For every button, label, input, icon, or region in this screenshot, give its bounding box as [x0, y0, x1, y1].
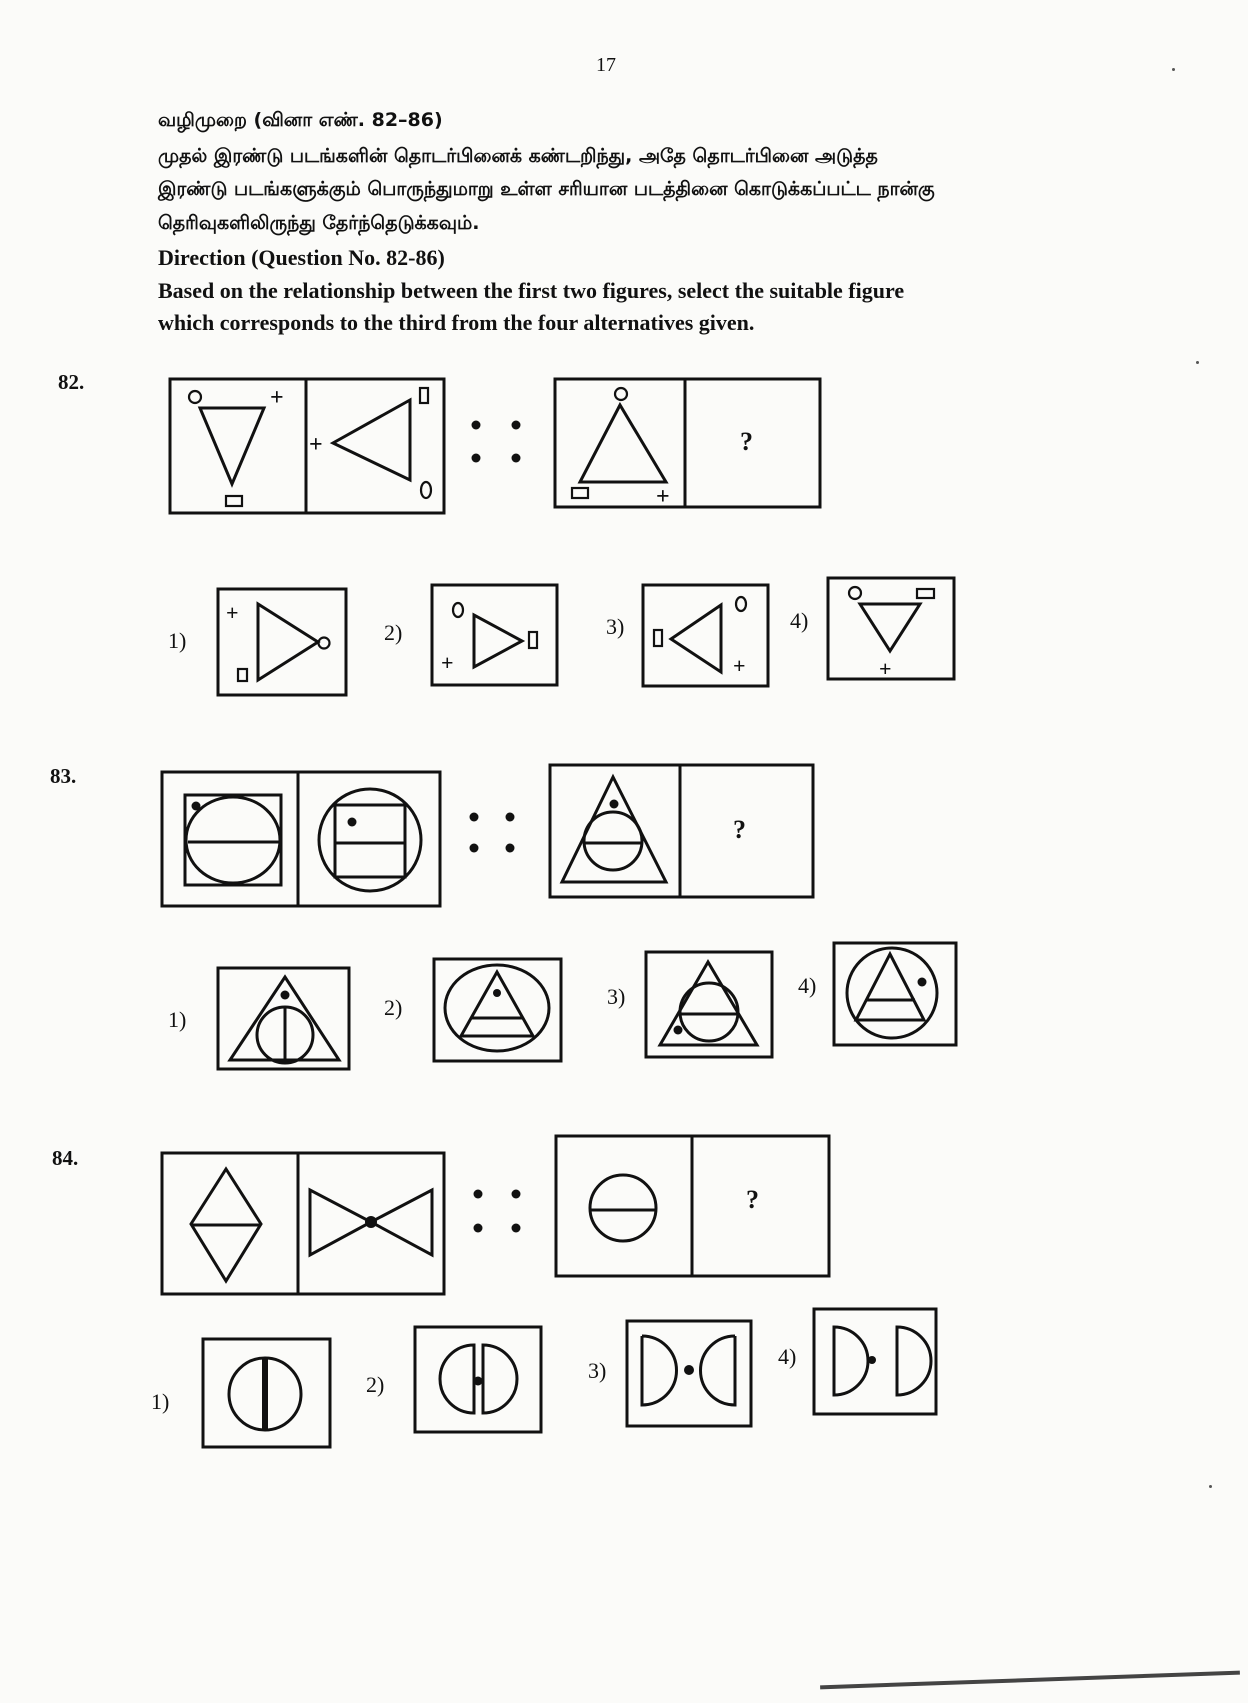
- q84-option-2-label[interactable]: 2): [366, 1372, 385, 1397]
- question-number-82: 82.: [58, 370, 85, 394]
- q83-option-1-label[interactable]: 1): [168, 1007, 187, 1032]
- q82-plus-marker: +: [270, 385, 284, 411]
- scan-speck: [1172, 68, 1175, 71]
- page-number: 17: [596, 54, 616, 76]
- q84-problem-box-3: [556, 1136, 692, 1276]
- q82-plus-marker: +: [656, 484, 670, 510]
- q82-option-1-label[interactable]: 1): [168, 628, 187, 653]
- q83-option-4-label[interactable]: 4): [798, 973, 817, 998]
- q84-option-1-label[interactable]: 1): [151, 1389, 170, 1414]
- english-direction-line-2: which corresponds to the third from the four alternatives given.: [158, 310, 755, 335]
- q84-option-4-label[interactable]: 4): [778, 1344, 797, 1369]
- q83-option-2-label[interactable]: 2): [384, 995, 403, 1020]
- tamil-direction-line-3: தெரிவுகளிலிருந்து தேர்ந்தெடுக்கவும்.: [158, 212, 480, 234]
- q82-plus-marker: +: [309, 432, 323, 458]
- q84-problem-box-4: [692, 1136, 829, 1276]
- svg-text:+: +: [879, 656, 892, 681]
- q83-option-3-label[interactable]: 3): [607, 984, 626, 1009]
- svg-text:+: +: [441, 650, 454, 675]
- tamil-direction-line-2: இரண்டு படங்களுக்கும் பொருந்துமாறு உள்ள சரியான படத்தினை கொடுக்கப்பட்ட நான்கு: [158, 178, 935, 200]
- tamil-direction-line-1: முதல் இரண்டு படங்களின் தொடர்பினைக் கண்டறிந்து, அதே தொடர்பினை அடுத்த: [158, 145, 878, 167]
- q82-option-2-label[interactable]: 2): [384, 620, 403, 645]
- english-direction-line-1: Based on the relationship between the first two figures, select the suitable figure: [158, 278, 905, 303]
- svg-text:+: +: [733, 653, 746, 678]
- svg-text:?: ?: [746, 1185, 759, 1214]
- q82-unknown: ?: [740, 427, 753, 456]
- svg-text:+: +: [226, 600, 239, 625]
- q82-option-3-label[interactable]: 3): [606, 614, 625, 639]
- q84-option-3-label[interactable]: 3): [588, 1358, 607, 1383]
- tamil-direction-heading: வழிமுறை (வினா எண். 82–86): [158, 109, 443, 131]
- question-number-84: 84.: [52, 1146, 79, 1170]
- english-direction-heading: Direction (Question No. 82-86): [158, 245, 445, 270]
- scan-speck: [1209, 1485, 1212, 1488]
- question-number-83: 83.: [50, 764, 77, 788]
- scan-speck: [1196, 361, 1199, 364]
- svg-text:?: ?: [733, 815, 746, 844]
- q82-option-4-label[interactable]: 4): [790, 608, 809, 633]
